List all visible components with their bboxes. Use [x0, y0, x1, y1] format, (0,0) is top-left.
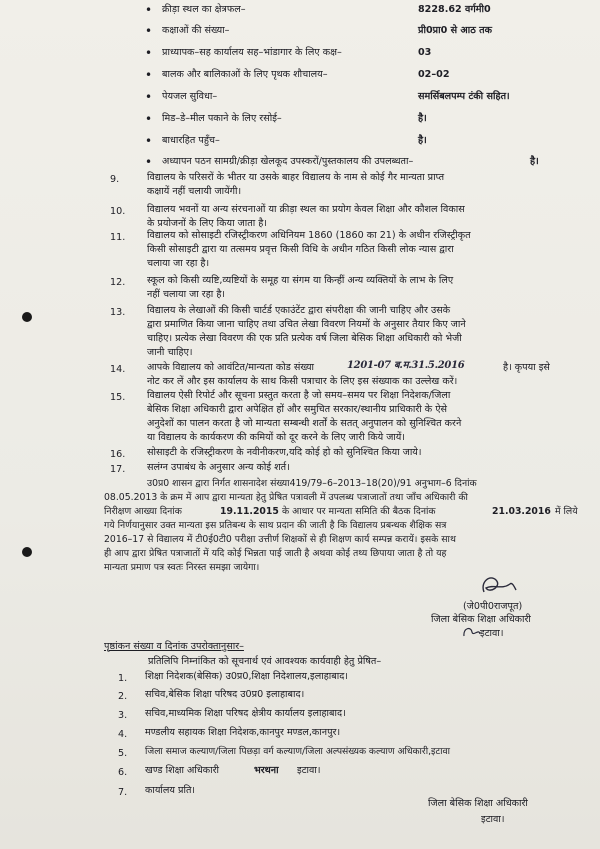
condition-line: चाहिए। प्रत्येक लेखा विवरण की एक प्रति प्रत्येक वर्ष जिला बेसिक शिक्षा अधिकारी को भेजी [147, 333, 462, 344]
condition-line: नहीं चलाया जा रहा है। [147, 289, 226, 300]
condition-line: सलंग्न उपाबंध के अनुसार अन्य कोई शर्त। [147, 462, 290, 473]
bullet-icon: • [145, 24, 153, 38]
condition-line: विद्यालय के लेखाओं की किसी चार्टर्ड एकाउंटेंट द्वारा संपरीक्षा की जानी चाहिए और उसके [147, 305, 451, 316]
condition-line: विद्यालय के परिसरों के भीतर या उसके बाहर विद्यालय के नाम से कोई गैर मान्यता प्राप्त [147, 172, 445, 183]
condition-line: विद्यालय को सोसाइटी रजिस्ट्रीकरण अधिनियम 1860 (1860 का 21) के अधीन रजिस्ट्रीकृत [147, 230, 471, 241]
paragraph-line: निरीक्षण आख्या दिनांक [104, 506, 182, 517]
meeting-date: 21.03.2016 [492, 506, 551, 517]
footer-designation: जिला बेसिक शिक्षा अधिकारी [428, 798, 528, 809]
condition-line: के प्रयोजनों के लिए किया जाता है। [147, 218, 267, 229]
facility-value: 8228.62 वर्गमी0 [418, 4, 491, 15]
facility-value: है। [418, 135, 427, 146]
facility-label: पेयजल सुविधा– [162, 91, 218, 102]
facility-label: क्रीड़ा स्थल का क्षेत्रफल– [162, 4, 246, 15]
condition-line: जानी चाहिए। [147, 347, 193, 358]
paragraph-line: गये निर्णयानुसार उक्त मान्यता इस प्रतिबन्ध के साथ प्रदान की जाती है कि विद्यालय प्रबन्धक शैक्षिक सत्र [104, 520, 447, 531]
paragraph-line: ही आप द्वारा प्रेषित पत्राजातों में यदि कोई भिन्नता पाई जाती है अथवा कोई तथ्य छिपाया जाता है तो यह [104, 548, 447, 559]
condition-line: है। कृपया इसे [503, 362, 550, 373]
condition-line: नोट कर लें और इस कार्यालय के साथ किसी पत्राचार के लिए इस संख्याक का उल्लेख करें। [147, 376, 458, 387]
officer-place: इटावा। [480, 628, 504, 639]
condition-number: 13. [110, 307, 126, 318]
condition-number: 9. [110, 174, 120, 185]
facility-value: समर्सिबलपम्प टंकी सहित। [418, 91, 510, 102]
officer-designation: जिला बेसिक शिक्षा अधिकारी [431, 614, 531, 625]
recipient-text: जिला समाज कल्याण/जिला पिछड़ा वर्ग कल्याण/जिला अल्पसंख्यक कल्याण अधिकारी,इटावा [145, 746, 450, 757]
recipient-text: इटावा। [297, 765, 321, 776]
facility-label: मिड–डे–मील पकाने के लिए रसोई– [162, 113, 282, 124]
signature-scribble [476, 572, 520, 600]
recipient-text: शिक्षा निदेशक(बेसिक) उ0प्र0,शिक्षा निदेशालय,इलाहाबाद। [145, 671, 348, 682]
recipient-number: 3. [118, 710, 128, 721]
condition-line: बेसिक शिक्षा अधिकारी द्वारा अपेक्षित हों और समुचित सरकार/स्थानीय प्राधिकारी के ऐसे [147, 404, 448, 415]
condition-line: द्वारा प्रमाणित किया जाना चाहिए तथा उचित लेखा विवरण नियमों के अनुसार तैयार किए जाने [147, 319, 466, 330]
recipient-number: 7. [118, 787, 128, 798]
facility-value: है। [530, 156, 539, 167]
punch-hole-top [22, 312, 32, 322]
bullet-icon: • [145, 155, 153, 169]
recipient-text: खण्ड शिक्षा अधिकारी [145, 765, 219, 776]
paragraph-line: के आधार पर मान्यता समिति की बैठक दिनांक [282, 506, 436, 517]
facility-label: प्राध्यापक–सह कार्यालय सह–भांडागार के लिए कक्ष– [162, 47, 342, 58]
bullet-icon: • [145, 112, 153, 126]
block-name: भरथना [254, 765, 279, 776]
facility-label: बालक और बालिकाओं के लिए पृथक शौचालय– [162, 69, 328, 80]
recipient-text: मण्डलीय सहायक शिक्षा निदेशक,कानपुर मण्डल,कानपुर। [145, 727, 341, 738]
condition-line: कक्षायें नहीं चलायी जायेंगी। [147, 186, 242, 197]
condition-number: 14. [110, 364, 126, 375]
recipient-number: 6. [118, 767, 128, 778]
bullet-icon: • [145, 134, 153, 148]
facility-value: प्री0प्रा0 से आठ तक [418, 25, 492, 36]
bullet-icon: • [145, 3, 153, 17]
paragraph-line: में लिये [555, 506, 578, 517]
recipient-number: 1. [118, 673, 128, 684]
condition-line: विद्यालय ऐसी रिपोर्ट और सूचना प्रस्तुत करता है जो समय–समय पर शिक्षा निदेशक/जिला [147, 390, 451, 401]
condition-line: सोसाइटी के रजिस्ट्रीकरण के नवीनीकरण,यदि कोई हो को सुनिश्चित किया जाये। [147, 447, 422, 458]
endorsement-heading: पृष्ठांकन संख्या व दिनांक उपरोक्तानुसार– [104, 641, 244, 652]
condition-number: 10. [110, 206, 126, 217]
condition-line: स्कूल को किसी व्यष्टि,व्यष्टियों के समूह या संगम या किन्हीं अन्य व्यक्तियों के लाभ के लिए [147, 275, 454, 286]
punch-hole-bottom [22, 547, 32, 557]
paragraph-line: उ0प्र0 शासन द्वारा निर्गत शासनादेश संख्या419/79–6–2013–18(20)/91 अनुभाग–6 दिनांक [147, 478, 477, 489]
paragraph-line: मान्यता प्रमाण पत्र स्वतः निरस्त समझा जायेगा। [104, 562, 260, 573]
facility-label: बाधारहित पहुँच– [162, 135, 220, 146]
recipient-number: 4. [118, 729, 128, 740]
officer-name: (जे0पी0राजपूत) [463, 601, 523, 612]
condition-line: किसी सोसाइटी द्वारा या तत्समय प्रवृत्त किसी विधि के अधीन गठित किसी लोक न्यास द्वारा [147, 244, 454, 255]
condition-number: 15. [110, 392, 126, 403]
facility-value: 02–02 [418, 69, 450, 80]
recipient-text: सचिव,माध्यमिक शिक्षा परिषद क्षेत्रीय कार्यालय इलाहाबाद। [145, 708, 346, 719]
recipient-number: 2. [118, 691, 128, 702]
recipient-text: सचिव,बेसिक शिक्षा परिषद उ0प्र0 इलाहाबाद। [145, 689, 305, 700]
condition-number: 12. [110, 277, 126, 288]
facility-label: कक्षाओं की संख्या– [162, 25, 230, 36]
paragraph-line: 2016–17 से विद्यालय में टी0ई0टी0 परीक्षा उत्तीर्ण शिक्षकों से ही शिक्षण कार्य सम्पन्न करायें। इसके साथ [104, 534, 456, 545]
facility-value: 03 [418, 47, 432, 58]
bullet-icon: • [145, 90, 153, 104]
recipient-number: 5. [118, 748, 128, 759]
condition-line: या विद्यालय के कार्यकरण की कमियों को दूर करने के लिए जारी किये जायें। [147, 432, 405, 443]
condition-number: 16. [110, 449, 126, 460]
inspection-date: 19.11.2015 [220, 506, 279, 517]
condition-line: आपके विद्यालय को आवंटित/मान्यता कोड संख्या [147, 362, 314, 373]
recipient-text: कार्यालय प्रति। [145, 785, 196, 796]
condition-line: अनुदेशों का पालन करता है जो मान्यता सम्बन्धी शर्तों के सतत् अनुपालन को सुनिश्चित करने [147, 418, 462, 429]
paragraph-line: 08.05.2013 के क्रम में आप द्वारा मान्यता हेतु प्रेषित पत्रावली में उपलब्ध पत्राजातों तथा जाँच अधिकारी की [104, 492, 468, 503]
recognition-code: 1201-07 ब.म.31.5.2016 [347, 360, 465, 371]
condition-number: 17. [110, 464, 126, 475]
footer-place: इटावा। [481, 814, 505, 825]
facility-label: अध्यापन पठन सामग्री/क्रीड़ा खेलकूद उपस्करों/पुस्तकालय की उपलब्धता– [162, 156, 414, 167]
facility-value: है। [418, 113, 427, 124]
condition-line: विद्यालय भवनों या अन्य संरचनाओं या क्रीड़ा स्थल का प्रयोग केवल शिक्षा और कौशल विकास [147, 204, 465, 215]
condition-line: चलाया जा रहा है। [147, 258, 210, 269]
condition-number: 11. [110, 232, 126, 243]
endorsement-intro: प्रतिलिपि निम्नांकित को सूचनार्थ एवं आवश्यक कार्यवाही हेतु प्रेषित– [148, 656, 382, 667]
bullet-icon: • [145, 46, 153, 60]
bullet-icon: • [145, 68, 153, 82]
